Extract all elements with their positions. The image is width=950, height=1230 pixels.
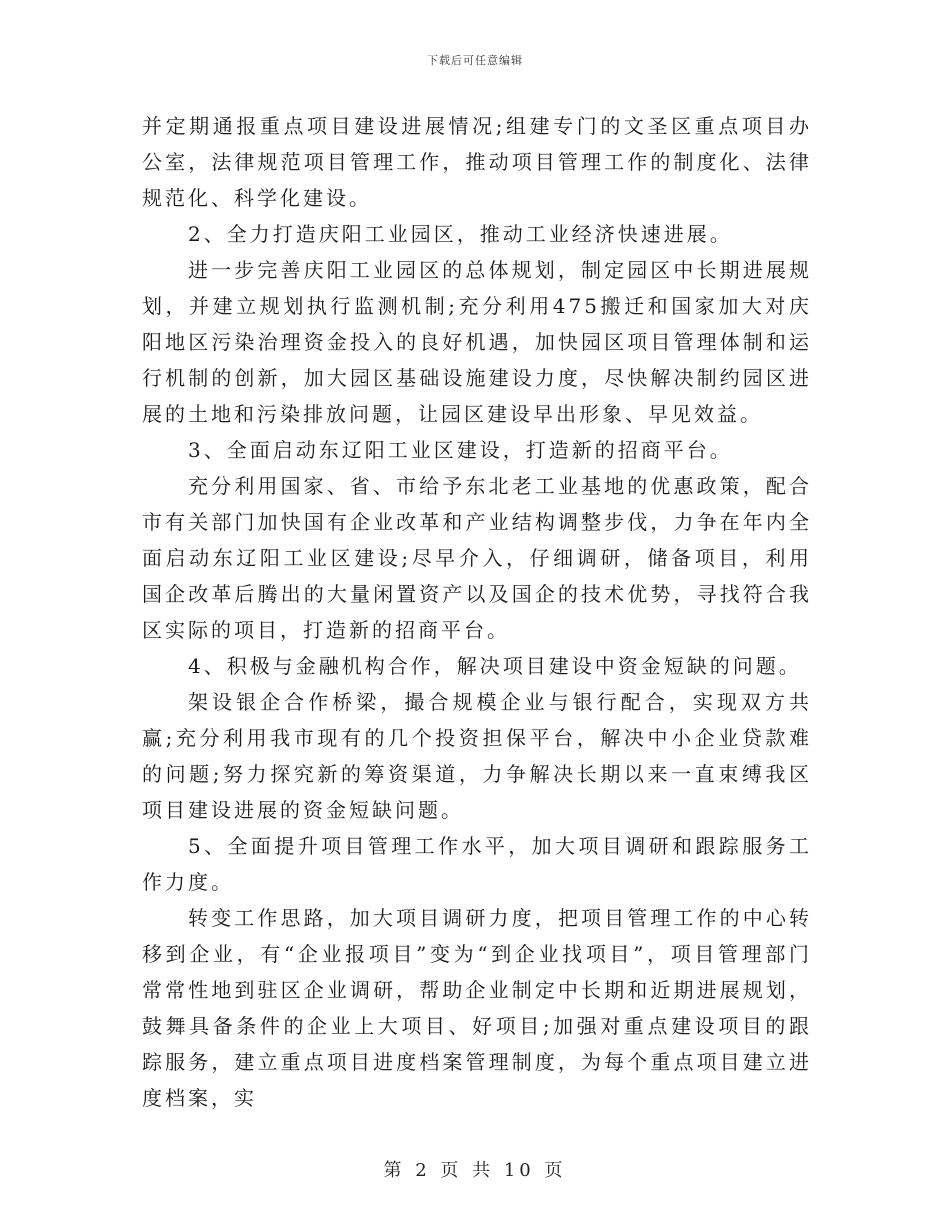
page-number: 第 2 页 共 10 页 <box>383 1160 567 1181</box>
document-body <box>142 108 812 1116</box>
section-heading-4: 4、积极与金融机构合作，解决项目建设中资金短缺的问题。 <box>188 654 802 678</box>
page-header: 下载后可任意编辑 <box>427 54 523 67</box>
paragraph-1: 并定期通报重点项目建设进展情况;组建专门的文圣区重点项目办公室，法律规范项目管理工作，推动项目管理工作的制度化、法律规范化、科学化建设。 <box>142 114 812 210</box>
section-heading-5: 5、全面提升项目管理工作水平，加大项目调研和跟踪服务工作力度。 <box>142 834 812 894</box>
paragraph-3: 充分利用国家、省、市给予东北老工业基地的优惠政策，配合市有关部门加快国有企业改革和产业结构调整步伐，力争在年内全面启动东辽阳工业区建设;尽早介入，仔细调研，储备项目，利用国企改革后腾出的大量闲置资产以及国企的技术优势，寻找符合我区实际的项目，打造新的招商平台。 <box>142 474 812 642</box>
paragraph-2: 进一步完善庆阳工业园区的总体规划，制定园区中长期进展规划，并建立规划执行监测机制;充分利用475搬迁和国家加大对庆阳地区污染治理资金投入的良好机遇，加快园区项目管理体制和运行机制的创新，加大园区基础设施建设力度，尽快解决制约园区进展的土地和污染排放问题，让园区建设早出形象、早见效益。 <box>142 258 812 426</box>
paragraph-5: 转变工作思路，加大项目调研力度，把项目管理工作的中心转移到企业，有“企业报项目”变为“到企业找项目”，项目管理部门常常性地到驻区企业调研，帮助企业制定中长期和近期进展规划，鼓舞具备条件的企业上大项目、好项目;加强对重点建设项目的跟踪服务，建立重点项目进度档案管理制度，为每个重点项目建立进度档案，实 <box>142 906 812 1110</box>
section-heading-2: 2、全力打造庆阳工业园区，推动工业经济快速进展。 <box>188 222 733 246</box>
section-heading-3: 3、全面启动东辽阳工业区建设，打造新的招商平台。 <box>188 438 733 462</box>
paragraph-4: 架设银企合作桥梁，撮合规模企业与银行配合，实现双方共赢;充分利用我市现有的几个投资担保平台，解决中小企业贷款难的问题;努力探究新的筹资渠道，力争解决长期以来一直束缚我区项目建设进展的资金短缺问题。 <box>142 690 812 822</box>
